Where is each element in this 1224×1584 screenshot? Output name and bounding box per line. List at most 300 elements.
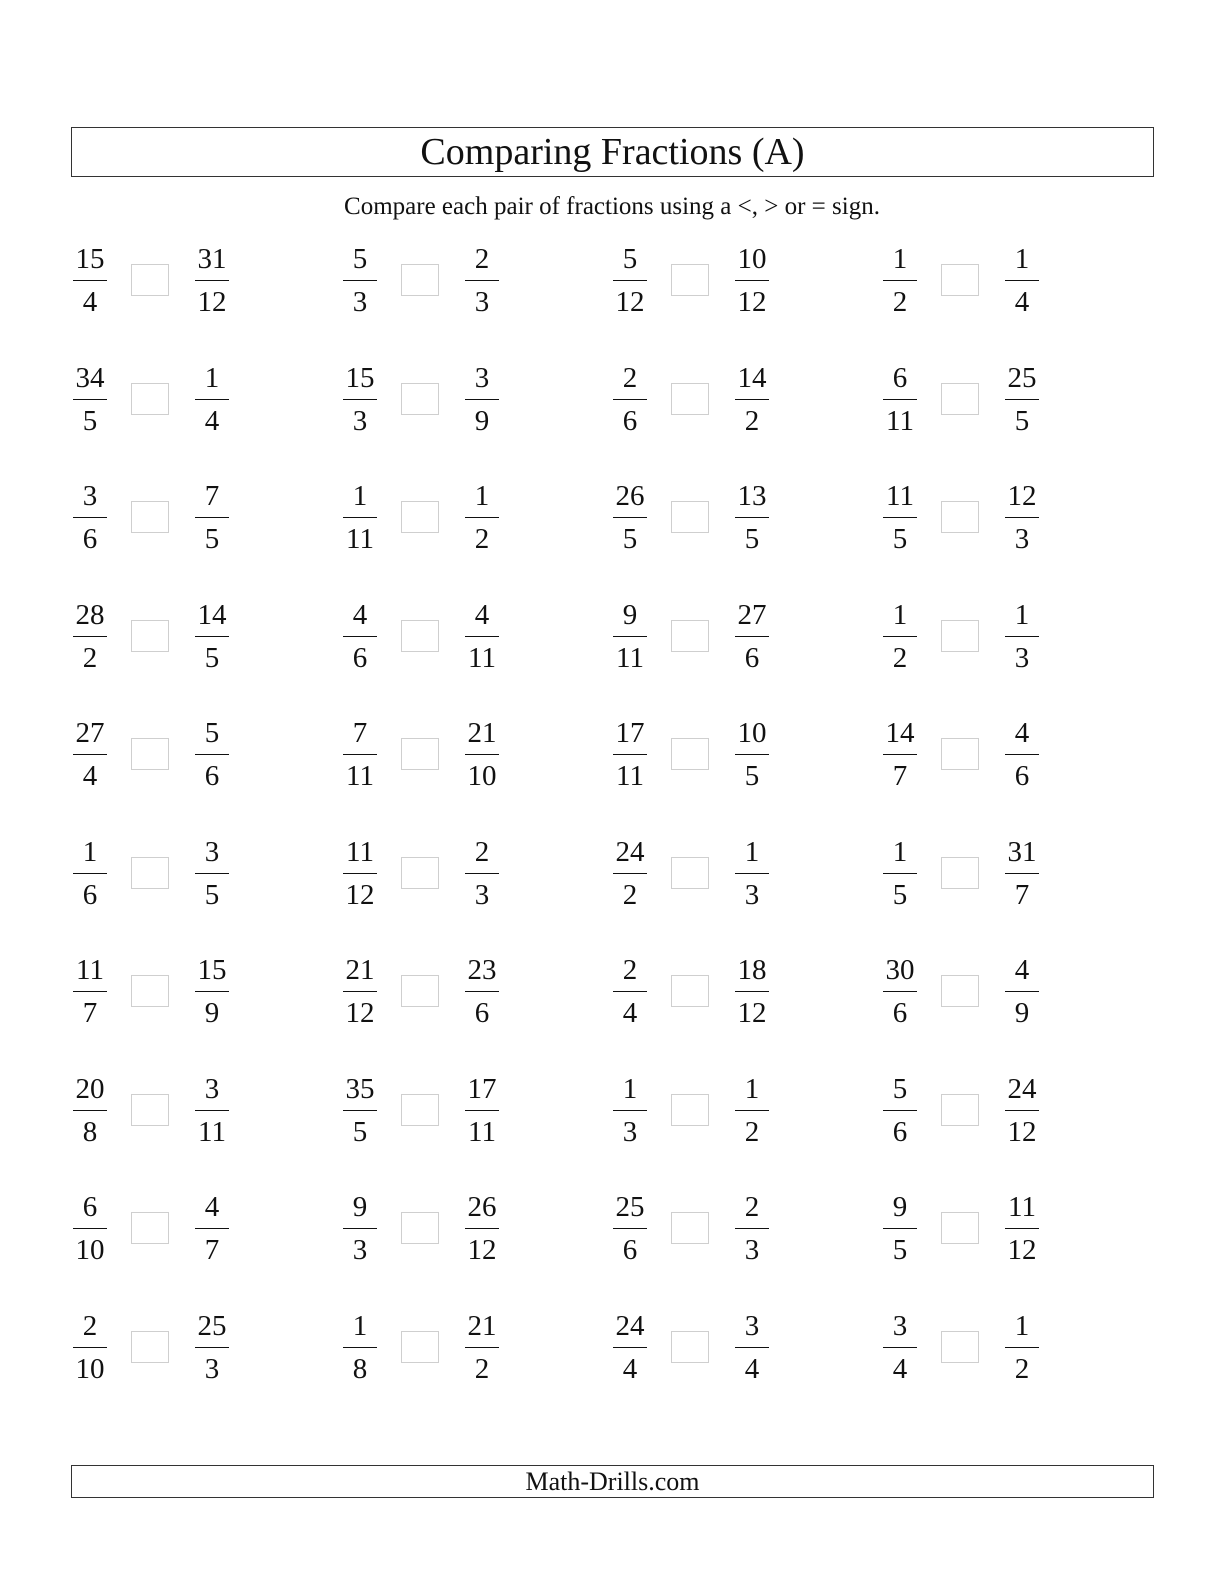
- right-fraction: [182, 598, 242, 675]
- denominator: 5: [622, 523, 638, 555]
- numerator: 15: [345, 362, 375, 394]
- numerator: 7: [204, 480, 220, 512]
- numerator: 2: [622, 954, 638, 986]
- denominator: 12: [615, 286, 645, 318]
- fraction-bar: [613, 873, 647, 874]
- fraction-bar: [343, 636, 377, 637]
- comparison-problem: [600, 835, 800, 911]
- comparison-problem: [600, 1309, 800, 1385]
- numerator: 26: [615, 480, 645, 512]
- fraction-bar: [613, 1228, 647, 1229]
- numerator: 4: [204, 1191, 220, 1223]
- fraction-bar: [1005, 1228, 1039, 1229]
- numerator: 17: [615, 717, 645, 749]
- denominator: 3: [352, 286, 368, 318]
- fraction-bar: [465, 399, 499, 400]
- left-fraction: [60, 242, 120, 319]
- left-fraction: [870, 242, 930, 319]
- answer-box[interactable]: [671, 738, 709, 770]
- answer-box[interactable]: [131, 620, 169, 652]
- answer-box[interactable]: [401, 1331, 439, 1363]
- comparison-problem: [330, 835, 530, 911]
- numerator: 3: [204, 836, 220, 868]
- answer-box[interactable]: [941, 1094, 979, 1126]
- fraction-bar: [465, 280, 499, 281]
- fraction-bar: [195, 1110, 229, 1111]
- fraction-bar: [343, 873, 377, 874]
- answer-box[interactable]: [131, 738, 169, 770]
- comparison-problem: [330, 598, 530, 674]
- answer-box[interactable]: [941, 738, 979, 770]
- numerator: 21: [467, 717, 497, 749]
- fraction-bar: [465, 754, 499, 755]
- numerator: 21: [467, 1310, 497, 1342]
- comparison-problem: [600, 479, 800, 555]
- fraction-bar: [465, 1347, 499, 1348]
- denominator: 2: [474, 1353, 490, 1385]
- denominator: 4: [82, 760, 98, 792]
- fraction-bar: [73, 873, 107, 874]
- denominator: 7: [892, 760, 908, 792]
- denominator: 6: [1014, 760, 1030, 792]
- right-fraction: [182, 1190, 242, 1267]
- denominator: 4: [892, 1353, 908, 1385]
- comparison-problem: [60, 242, 260, 318]
- denominator: 5: [204, 523, 220, 555]
- answer-box[interactable]: [401, 264, 439, 296]
- fraction-bar: [883, 636, 917, 637]
- fraction-bar: [195, 991, 229, 992]
- fraction-bar: [195, 280, 229, 281]
- numerator: 13: [737, 480, 767, 512]
- left-fraction: [600, 716, 660, 793]
- fraction-bar: [735, 517, 769, 518]
- comparison-problem: [870, 716, 1070, 792]
- comparison-problem: [60, 953, 260, 1029]
- fraction-bar: [735, 873, 769, 874]
- numerator: 14: [197, 599, 227, 631]
- left-fraction: [60, 953, 120, 1030]
- answer-box[interactable]: [671, 620, 709, 652]
- fraction-bar: [883, 517, 917, 518]
- fraction-bar: [73, 754, 107, 755]
- denominator: 10: [75, 1353, 105, 1385]
- numerator: 21: [345, 954, 375, 986]
- denominator: 2: [474, 523, 490, 555]
- fraction-bar: [735, 1347, 769, 1348]
- numerator: 31: [197, 243, 227, 275]
- numerator: 28: [75, 599, 105, 631]
- fraction-bar: [73, 1347, 107, 1348]
- denominator: 3: [1014, 642, 1030, 674]
- right-fraction: [722, 242, 782, 319]
- numerator: 1: [892, 599, 908, 631]
- left-fraction: [330, 479, 390, 556]
- fraction-bar: [343, 991, 377, 992]
- numerator: 1: [474, 480, 490, 512]
- fraction-bar: [73, 399, 107, 400]
- denominator: 4: [82, 286, 98, 318]
- right-fraction: [452, 1309, 512, 1386]
- denominator: 12: [467, 1234, 497, 1266]
- denominator: 4: [204, 405, 220, 437]
- fraction-bar: [735, 1110, 769, 1111]
- fraction-bar: [343, 1347, 377, 1348]
- answer-box[interactable]: [401, 383, 439, 415]
- left-fraction: [600, 1190, 660, 1267]
- numerator: 5: [352, 243, 368, 275]
- right-fraction: [722, 1190, 782, 1267]
- numerator: 24: [615, 836, 645, 868]
- numerator: 1: [744, 836, 760, 868]
- right-fraction: [182, 479, 242, 556]
- denominator: 12: [737, 286, 767, 318]
- answer-box[interactable]: [941, 1331, 979, 1363]
- numerator: 2: [474, 243, 490, 275]
- fraction-bar: [465, 873, 499, 874]
- fraction-bar: [465, 1228, 499, 1229]
- fraction-bar: [613, 399, 647, 400]
- left-fraction: [60, 1309, 120, 1386]
- answer-box[interactable]: [401, 738, 439, 770]
- answer-box[interactable]: [401, 1212, 439, 1244]
- answer-box[interactable]: [671, 501, 709, 533]
- fraction-bar: [613, 1110, 647, 1111]
- answer-box[interactable]: [401, 1094, 439, 1126]
- denominator: 5: [82, 405, 98, 437]
- denominator: 12: [345, 997, 375, 1029]
- answer-box[interactable]: [671, 1331, 709, 1363]
- denominator: 12: [197, 286, 227, 318]
- left-fraction: [870, 361, 930, 438]
- numerator: 1: [1014, 243, 1030, 275]
- fraction-bar: [343, 517, 377, 518]
- fraction-bar: [613, 636, 647, 637]
- answer-box[interactable]: [671, 383, 709, 415]
- left-fraction: [330, 1309, 390, 1386]
- comparison-problem: [600, 361, 800, 437]
- denominator: 12: [1007, 1234, 1037, 1266]
- numerator: 11: [886, 480, 914, 512]
- answer-box[interactable]: [671, 264, 709, 296]
- answer-box[interactable]: [131, 1094, 169, 1126]
- denominator: 5: [204, 879, 220, 911]
- denominator: 5: [204, 642, 220, 674]
- denominator: 5: [892, 879, 908, 911]
- comparison-problem: [600, 598, 800, 674]
- numerator: 14: [885, 717, 915, 749]
- comparison-problem: [330, 242, 530, 318]
- numerator: 18: [737, 954, 767, 986]
- answer-box[interactable]: [941, 1212, 979, 1244]
- denominator: 3: [474, 286, 490, 318]
- answer-box[interactable]: [131, 857, 169, 889]
- answer-box[interactable]: [941, 857, 979, 889]
- denominator: 8: [82, 1116, 98, 1148]
- comparison-problem: [870, 479, 1070, 555]
- numerator: 20: [75, 1073, 105, 1105]
- fraction-bar: [883, 754, 917, 755]
- denominator: 11: [198, 1116, 226, 1148]
- fraction-bar: [735, 991, 769, 992]
- numerator: 25: [197, 1310, 227, 1342]
- answer-box[interactable]: [401, 620, 439, 652]
- left-fraction: [870, 479, 930, 556]
- answer-box[interactable]: [941, 383, 979, 415]
- fraction-bar: [883, 399, 917, 400]
- comparison-problem: [60, 1190, 260, 1266]
- denominator: 7: [1014, 879, 1030, 911]
- comparison-problem: [600, 953, 800, 1029]
- denominator: 6: [892, 1116, 908, 1148]
- answer-box[interactable]: [131, 975, 169, 1007]
- footer-box: [71, 1465, 1154, 1498]
- comparison-problem: [330, 1190, 530, 1266]
- left-fraction: [60, 598, 120, 675]
- right-fraction: [992, 479, 1052, 556]
- denominator: 11: [468, 1116, 496, 1148]
- left-fraction: [870, 953, 930, 1030]
- right-fraction: [722, 479, 782, 556]
- answer-box[interactable]: [131, 1212, 169, 1244]
- left-fraction: [870, 1190, 930, 1267]
- comparison-problem: [60, 835, 260, 911]
- numerator: 23: [467, 954, 497, 986]
- denominator: 6: [352, 642, 368, 674]
- answer-box[interactable]: [941, 264, 979, 296]
- left-fraction: [330, 953, 390, 1030]
- denominator: 11: [616, 760, 644, 792]
- fraction-bar: [465, 991, 499, 992]
- comparison-problem: [870, 242, 1070, 318]
- right-fraction: [452, 716, 512, 793]
- right-fraction: [722, 953, 782, 1030]
- comparison-problem: [60, 716, 260, 792]
- numerator: 4: [352, 599, 368, 631]
- left-fraction: [330, 598, 390, 675]
- fraction-bar: [343, 1110, 377, 1111]
- answer-box[interactable]: [401, 501, 439, 533]
- comparison-problem: [870, 1309, 1070, 1385]
- denominator: 3: [744, 1234, 760, 1266]
- fraction-bar: [883, 280, 917, 281]
- comparison-problem: [870, 1190, 1070, 1266]
- comparison-problem: [330, 479, 530, 555]
- denominator: 9: [1014, 997, 1030, 1029]
- numerator: 6: [892, 362, 908, 394]
- right-fraction: [992, 598, 1052, 675]
- denominator: 5: [744, 760, 760, 792]
- comparison-problem: [870, 1072, 1070, 1148]
- numerator: 3: [474, 362, 490, 394]
- right-fraction: [722, 716, 782, 793]
- numerator: 3: [744, 1310, 760, 1342]
- denominator: 11: [886, 405, 914, 437]
- fraction-bar: [1005, 636, 1039, 637]
- numerator: 27: [737, 599, 767, 631]
- numerator: 1: [892, 243, 908, 275]
- denominator: 2: [744, 405, 760, 437]
- right-fraction: [182, 835, 242, 912]
- fraction-bar: [343, 280, 377, 281]
- fraction-bar: [735, 636, 769, 637]
- numerator: 14: [737, 362, 767, 394]
- fraction-bar: [73, 1110, 107, 1111]
- fraction-bar: [883, 873, 917, 874]
- numerator: 3: [204, 1073, 220, 1105]
- numerator: 25: [1007, 362, 1037, 394]
- fraction-bar: [1005, 280, 1039, 281]
- left-fraction: [60, 361, 120, 438]
- numerator: 4: [1014, 717, 1030, 749]
- numerator: 11: [346, 836, 374, 868]
- answer-box[interactable]: [671, 857, 709, 889]
- numerator: 31: [1007, 836, 1037, 868]
- answer-box[interactable]: [401, 975, 439, 1007]
- denominator: 9: [204, 997, 220, 1029]
- denominator: 3: [204, 1353, 220, 1385]
- fraction-bar: [1005, 1347, 1039, 1348]
- left-fraction: [330, 1190, 390, 1267]
- numerator: 35: [345, 1073, 375, 1105]
- comparison-problem: [60, 598, 260, 674]
- answer-box[interactable]: [941, 501, 979, 533]
- answer-box[interactable]: [131, 264, 169, 296]
- denominator: 2: [892, 286, 908, 318]
- right-fraction: [722, 835, 782, 912]
- left-fraction: [60, 479, 120, 556]
- fraction-bar: [1005, 873, 1039, 874]
- fraction-bar: [73, 636, 107, 637]
- denominator: 6: [892, 997, 908, 1029]
- fraction-bar: [73, 517, 107, 518]
- comparison-problem: [60, 1072, 260, 1148]
- answer-box[interactable]: [401, 857, 439, 889]
- fraction-bar: [735, 1228, 769, 1229]
- answer-box[interactable]: [941, 975, 979, 1007]
- left-fraction: [870, 598, 930, 675]
- fraction-bar: [465, 636, 499, 637]
- answer-box[interactable]: [131, 1331, 169, 1363]
- numerator: 4: [1014, 954, 1030, 986]
- comparison-problem: [600, 1190, 800, 1266]
- denominator: 8: [352, 1353, 368, 1385]
- fraction-bar: [73, 991, 107, 992]
- right-fraction: [992, 1072, 1052, 1149]
- fraction-bar: [465, 517, 499, 518]
- denominator: 11: [346, 760, 374, 792]
- fraction-bar: [195, 754, 229, 755]
- numerator: 27: [75, 717, 105, 749]
- comparison-problem: [870, 835, 1070, 911]
- fraction-bar: [73, 1228, 107, 1229]
- fraction-bar: [735, 754, 769, 755]
- denominator: 6: [82, 523, 98, 555]
- right-fraction: [452, 361, 512, 438]
- denominator: 4: [622, 997, 638, 1029]
- answer-box[interactable]: [131, 501, 169, 533]
- right-fraction: [992, 361, 1052, 438]
- right-fraction: [992, 1190, 1052, 1267]
- right-fraction: [182, 1072, 242, 1149]
- denominator: 9: [474, 405, 490, 437]
- fraction-bar: [343, 1228, 377, 1229]
- fraction-bar: [195, 1228, 229, 1229]
- left-fraction: [870, 1072, 930, 1149]
- right-fraction: [452, 1072, 512, 1149]
- denominator: 2: [82, 642, 98, 674]
- denominator: 5: [1014, 405, 1030, 437]
- answer-box[interactable]: [131, 383, 169, 415]
- denominator: 5: [744, 523, 760, 555]
- answer-box[interactable]: [671, 975, 709, 1007]
- denominator: 2: [892, 642, 908, 674]
- fraction-bar: [735, 399, 769, 400]
- comparison-problem: [330, 361, 530, 437]
- denominator: 4: [622, 1353, 638, 1385]
- comparison-problem: [60, 1309, 260, 1385]
- denominator: 4: [744, 1353, 760, 1385]
- answer-box[interactable]: [671, 1094, 709, 1126]
- denominator: 3: [622, 1116, 638, 1148]
- numerator: 1: [1014, 599, 1030, 631]
- right-fraction: [182, 361, 242, 438]
- numerator: 24: [1007, 1073, 1037, 1105]
- denominator: 6: [744, 642, 760, 674]
- comparison-problem: [870, 953, 1070, 1029]
- answer-box[interactable]: [671, 1212, 709, 1244]
- numerator: 10: [737, 243, 767, 275]
- right-fraction: [182, 1309, 242, 1386]
- right-fraction: [452, 598, 512, 675]
- comparison-problem: [600, 242, 800, 318]
- denominator: 11: [346, 523, 374, 555]
- numerator: 1: [352, 1310, 368, 1342]
- fraction-bar: [195, 636, 229, 637]
- left-fraction: [330, 361, 390, 438]
- numerator: 3: [892, 1310, 908, 1342]
- numerator: 25: [615, 1191, 645, 1223]
- right-fraction: [992, 1309, 1052, 1386]
- denominator: 5: [892, 523, 908, 555]
- answer-box[interactable]: [941, 620, 979, 652]
- right-fraction: [992, 716, 1052, 793]
- numerator: 2: [744, 1191, 760, 1223]
- denominator: 3: [744, 879, 760, 911]
- denominator: 6: [474, 997, 490, 1029]
- denominator: 7: [204, 1234, 220, 1266]
- numerator: 30: [885, 954, 915, 986]
- numerator: 1: [622, 1073, 638, 1105]
- numerator: 11: [76, 954, 104, 986]
- fraction-bar: [1005, 1110, 1039, 1111]
- numerator: 4: [474, 599, 490, 631]
- denominator: 12: [737, 997, 767, 1029]
- instructions: Compare each pair of fractions using a <, > or = sign.: [344, 193, 880, 220]
- right-fraction: [992, 835, 1052, 912]
- numerator: 3: [82, 480, 98, 512]
- right-fraction: [452, 835, 512, 912]
- right-fraction: [452, 1190, 512, 1267]
- comparison-problem: [330, 953, 530, 1029]
- fraction-bar: [883, 991, 917, 992]
- fraction-bar: [1005, 517, 1039, 518]
- denominator: 2: [1014, 1353, 1030, 1385]
- numerator: 1: [744, 1073, 760, 1105]
- left-fraction: [600, 953, 660, 1030]
- fraction-bar: [613, 754, 647, 755]
- numerator: 1: [352, 480, 368, 512]
